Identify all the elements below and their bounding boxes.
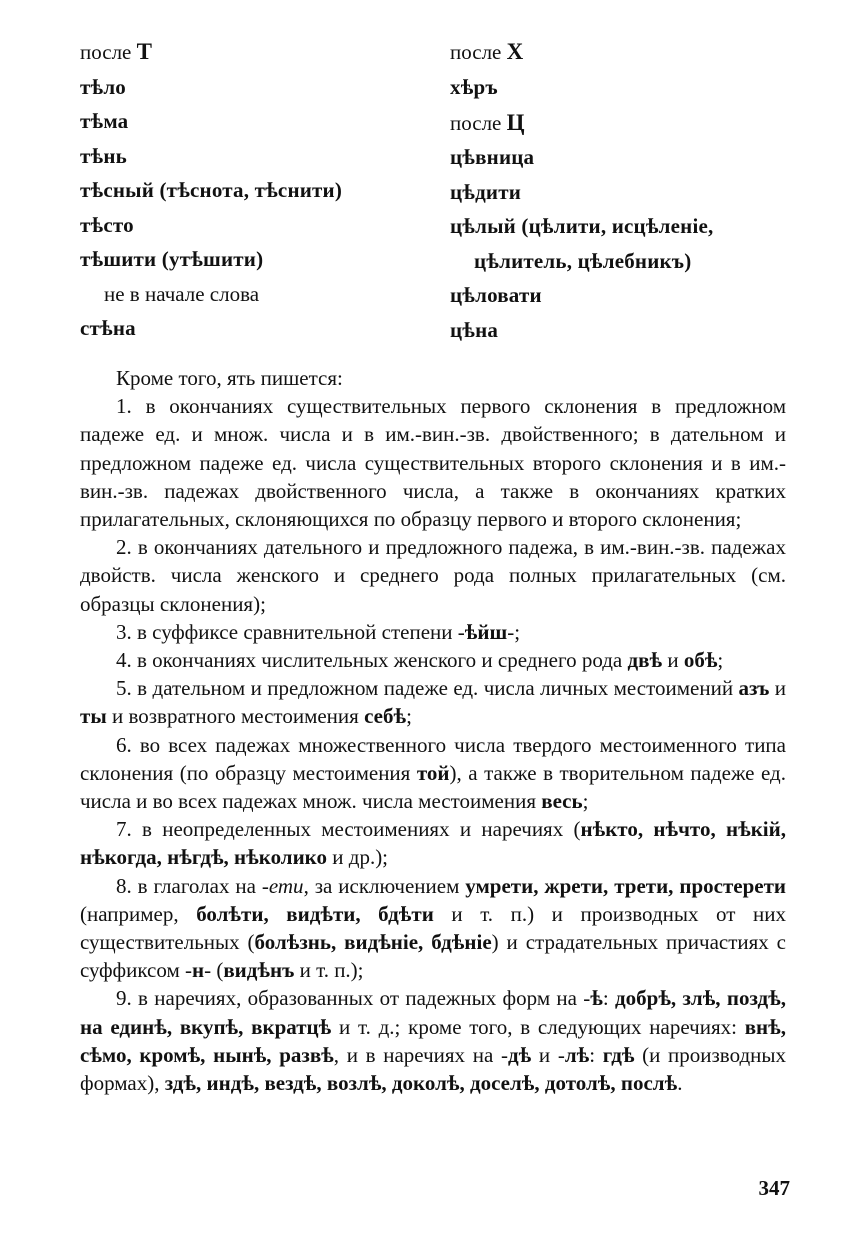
rules-list: [80, 392, 786, 1097]
church-slavonic-word: обѣ: [683, 648, 718, 673]
rule-text: и: [769, 676, 786, 701]
rule-text: :: [602, 986, 616, 1011]
rule-text: .: [677, 1071, 683, 1096]
word-entry: цѣдити: [450, 179, 522, 204]
church-slavonic-word: весь: [541, 789, 583, 814]
word-entry: цѣвница: [450, 145, 535, 169]
rule-text: 4. в окончаниях числительных женского и среднего рода: [116, 648, 628, 673]
word-entry: тѣма: [80, 109, 129, 133]
rule-text: 5. в дательном и предложном падеже ед. числа личных местоимений: [116, 676, 739, 701]
heading-after-kh: [450, 40, 780, 64]
church-slavonic-word: здѣ, индѣ, вездѣ, возлѣ, доколѣ, доселѣ, дотолѣ, послѣ: [164, 1071, 678, 1096]
word-entry: тѣсто: [80, 212, 134, 237]
word-entry: тѣсный (тѣснота, тѣснити): [80, 178, 343, 202]
church-slavonic-word: ѣйш: [464, 619, 508, 644]
rule-text: ;: [582, 789, 589, 814]
church-slavonic-word: внѣ, сѣмо, кромѣ, нынѣ, развѣ: [80, 1014, 787, 1067]
intro-paragraph: Кроме того, ять пишется:: [116, 366, 343, 390]
rule-text: (и производных формах),: [80, 1042, 787, 1096]
column-note: не в начале слова: [104, 281, 260, 306]
word-entry: цѣлый (цѣлити, исцѣленіе,: [450, 214, 714, 238]
church-slavonic-word: ты: [80, 704, 107, 729]
church-slavonic-word: той: [416, 760, 450, 785]
right-word-column: [450, 40, 780, 352]
rule-text: (например,: [80, 901, 197, 926]
rule-item: [80, 618, 786, 646]
rule-text: и др.);: [327, 845, 389, 870]
rule-item: [80, 984, 786, 1097]
word-entry: тѣшити (утѣшити): [80, 247, 264, 271]
heading-after-ts: [450, 111, 780, 135]
church-slavonic-word: лѣ: [564, 1042, 590, 1067]
rule-text: и т. п.) и производных от них существительных (: [80, 901, 787, 955]
rule-item: [80, 815, 786, 871]
rule-text: , за исключением: [303, 873, 466, 898]
word-entry: хѣръ: [450, 74, 498, 99]
rule-text: ;: [717, 648, 724, 673]
page-number: 347: [758, 1176, 790, 1200]
rule-text: :: [589, 1042, 603, 1067]
word-entry: цѣна: [450, 317, 499, 342]
italic-term: -ети: [261, 873, 304, 898]
rule-text: -;: [507, 619, 521, 644]
rule-item: [80, 533, 786, 618]
rule-text: ) и страдательных причастиях с суффиксом -: [80, 930, 787, 983]
rule-item: [80, 392, 786, 533]
rule-item: [80, 674, 786, 730]
heading-after-t: [80, 40, 430, 64]
rule-item: [80, 872, 786, 985]
word-entry: цѣловати: [450, 283, 542, 307]
rule-text: 3. в суффиксе сравнительной степени -: [116, 619, 465, 644]
rule-text: 2. в окончаниях дательного и предложного падежа, в им.-вин.-зв. падежах двойств. числа женского и среднего рода полных прилагательных (см. образцы склонения);: [80, 535, 786, 616]
rule-text: ;: [406, 704, 412, 729]
rule-text: - (: [204, 958, 224, 983]
church-slavonic-word: добрѣ, злѣ, поздѣ, на единѣ, вкупѣ, вкратцѣ: [80, 986, 786, 1039]
rule-text: 7. в неопределенных местоимениях и наречиях (: [116, 817, 581, 842]
rule-text: 6. во всех падежах множественного числа твердого местоименного типа склонения (по образцу местоимения: [80, 732, 786, 785]
church-slavonic-word: азъ: [738, 676, 770, 701]
church-slavonic-word: нѣкто, нѣчто, нѣкій, нѣкогда, нѣгдѣ, нѣколико: [80, 817, 786, 870]
church-slavonic-word: двѣ: [627, 648, 663, 673]
word-entry: тѣнь: [80, 143, 127, 168]
church-slavonic-word: болѣзнь, видѣніе, бдѣніе: [254, 930, 492, 955]
rule-item: [80, 646, 786, 674]
rule-text: 8. в глаголах на: [116, 873, 262, 898]
rule-text: 9. в наречиях, образованных от падежных форм на -: [116, 986, 591, 1011]
church-slavonic-word: видѣнъ: [223, 958, 295, 983]
heading-letter: Ц: [506, 109, 525, 135]
rule-text: и т. д.; кроме того, в следующих наречиях:: [331, 1014, 745, 1039]
church-slavonic-word: себѣ: [364, 704, 407, 729]
rule-text: и -: [531, 1042, 565, 1067]
rule-text: ), а также в творительном падеже ед. числа и во всех падежах множ. числа местоимения: [80, 760, 786, 814]
word-entry: цѣлитель, цѣлебникъ): [474, 248, 692, 273]
church-slavonic-word: болѣти, видѣти, бдѣти: [196, 901, 434, 926]
rule-text: и т. п.);: [294, 958, 364, 983]
church-slavonic-word: н: [191, 958, 205, 983]
church-slavonic-word: дѣ: [507, 1042, 532, 1067]
church-slavonic-word: ѣ: [590, 986, 603, 1011]
body-text: [80, 364, 786, 1097]
rule-text: и: [662, 648, 684, 673]
heading-prefix: после: [450, 40, 502, 64]
word-entry: стѣна: [80, 316, 136, 340]
rule-text: и возвратного местоимения: [106, 704, 365, 729]
heading-letter: Т: [136, 39, 153, 64]
word-entry: тѣло: [80, 74, 126, 99]
church-slavonic-word: гдѣ: [602, 1042, 635, 1067]
rule-item: [80, 731, 786, 816]
rule-text: , и в наречиях на -: [333, 1042, 508, 1067]
rule-text: 1. в окончаниях существительных первого склонения в предложном падеже ед. и множ. числа и в им.-вин.-зв. двойственного; в дательном и предложном падеже ед. числа существительных второго склонения и в им.-вин.-зв. падежах двойственного числа, а также в окончаниях кратких прилагательных, склоняющихся по образцу первого и второго склонения;: [80, 394, 786, 532]
left-word-column: [80, 40, 430, 351]
heading-letter: Х: [506, 39, 524, 64]
heading-prefix: после: [450, 110, 502, 135]
church-slavonic-word: умрети, жрети, трети, простерети: [465, 873, 787, 898]
heading-prefix: после: [80, 40, 132, 64]
